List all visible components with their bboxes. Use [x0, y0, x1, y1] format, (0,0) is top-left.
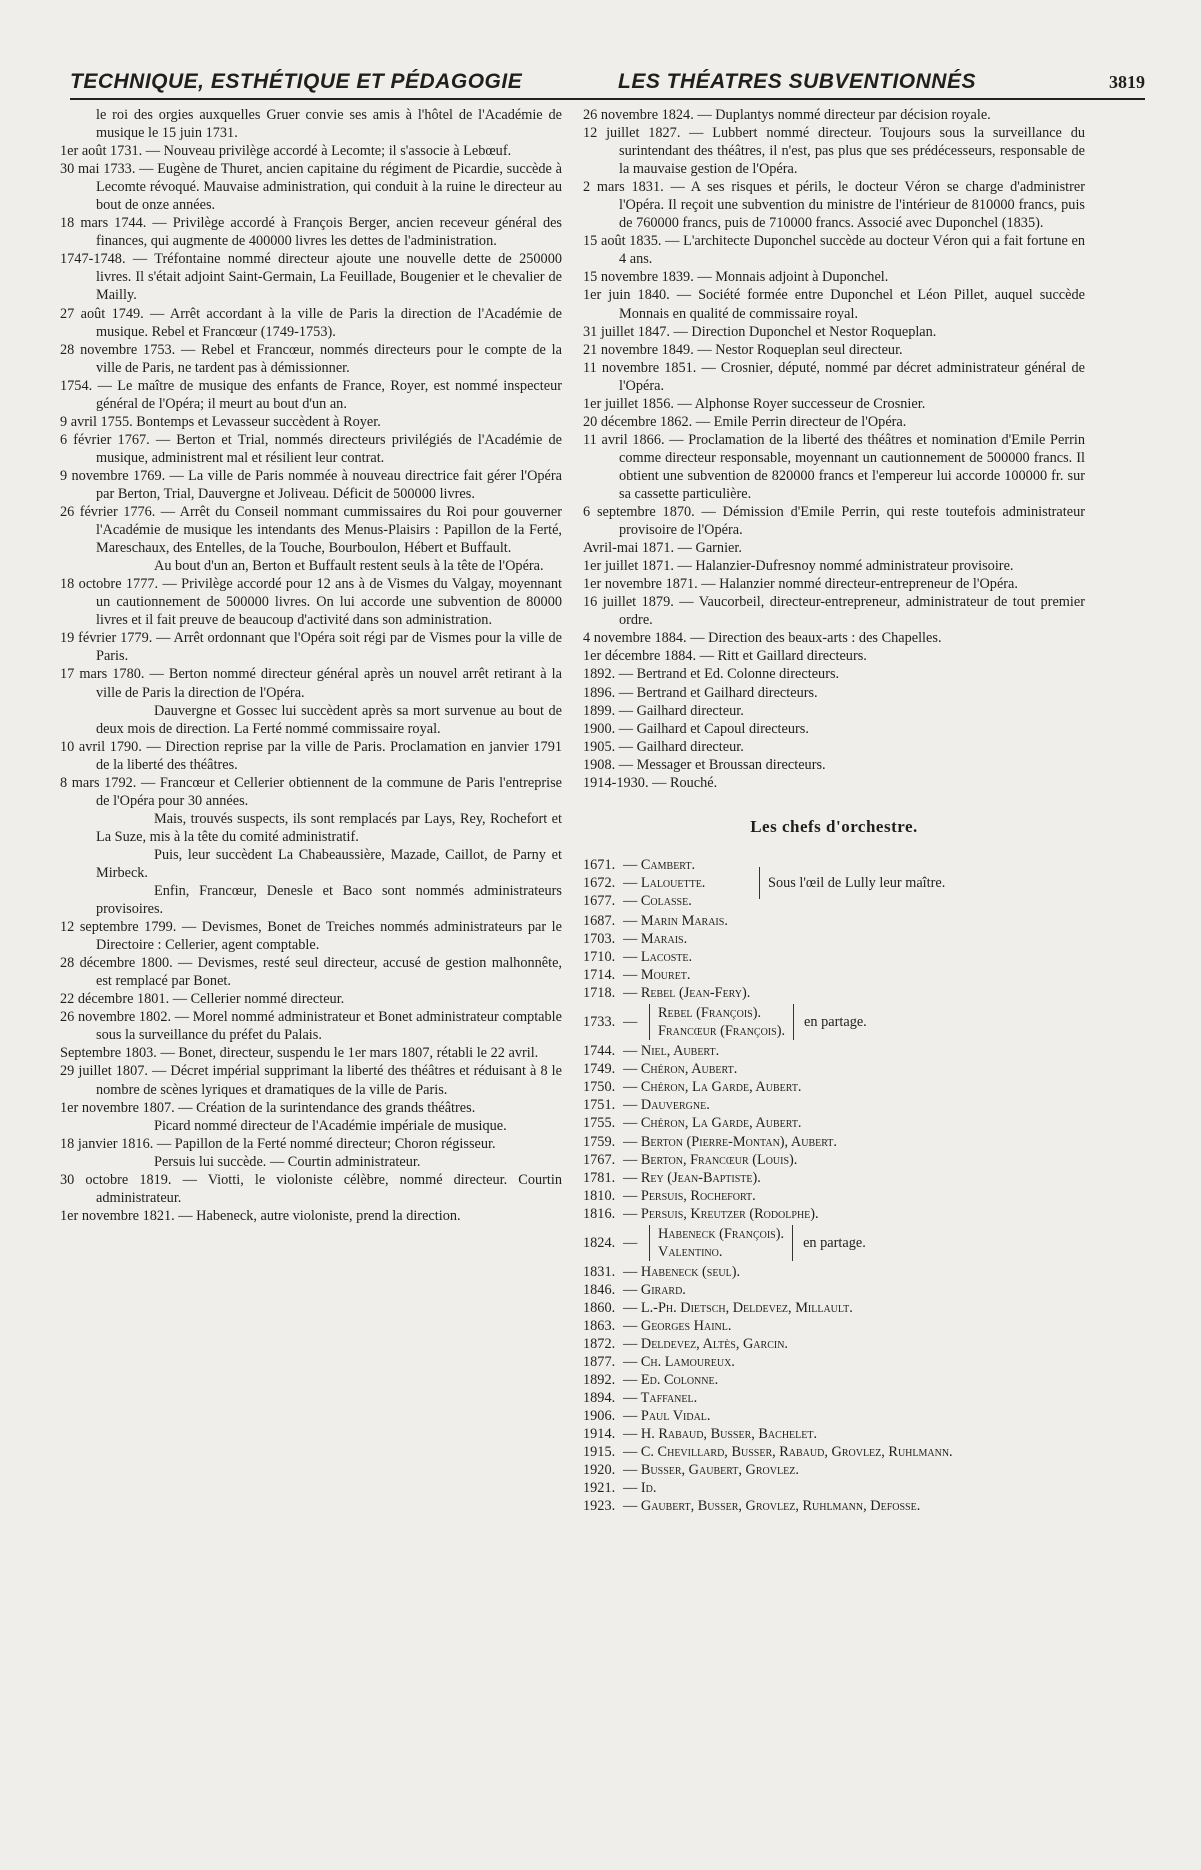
conductor-row: [583, 948, 1085, 966]
conductor-row: [583, 1299, 1085, 1317]
page-number: 3819: [1109, 72, 1145, 92]
chronology-entry: le roi des orgies auxquelles Gruer convie ses amis à l'hôtel de l'Académie de musique le 15 juin 1731.: [96, 107, 562, 142]
conductor-row: [583, 1205, 1085, 1223]
conductor-row: [583, 1317, 1085, 1335]
conductor-name: — Busser, Gaubert, Grovlez.: [623, 1462, 799, 1479]
conductor-group: [583, 856, 1085, 910]
group-note: en partage.: [804, 1014, 867, 1031]
chronology-paragraph: Mais, trouvés suspects, ils sont remplacés par Lays, Rey, Rochefort et La Suze, mis à la tête du comité administratif.: [96, 810, 562, 845]
conductor-year: 1687.: [583, 912, 616, 929]
conductor-row: [583, 1425, 1085, 1443]
conductor-row: [583, 984, 1085, 1002]
conductor-year: 1672.: [583, 874, 616, 891]
conductor-row: [583, 1479, 1085, 1497]
conductor-name: — H. Rabaud, Busser, Bachelet.: [623, 1426, 818, 1443]
chronology-paragraph: Enfin, Francœur, Denesle et Baco sont nommés administrateurs provisoires.: [96, 883, 562, 918]
conductor-year: 1744.: [583, 1043, 616, 1060]
conductor-row: [583, 1187, 1085, 1205]
conductor-row: [583, 1353, 1085, 1371]
chronology-entry: 10 avril 1790. — Direction reprise par la ville de Paris. Proclamation en janvier 1791 de la liberté des théâtres.: [60, 738, 562, 773]
conductor-row: [583, 912, 1085, 930]
chronology-entry: 8 mars 1792. — Francœur et Cellerier obtiennent de la commune de Paris l'entreprise de l'Opéra pour 30 années.: [60, 774, 562, 809]
chronology-entry: 11 novembre 1851. — Crosnier, député, nommé par décret administrateur général de l'Opéra.: [583, 359, 1085, 394]
conductor-year: 1751.: [583, 1097, 616, 1114]
conductor-name: — Rey (Jean-Baptiste).: [623, 1169, 761, 1186]
chronology-paragraph: Au bout d'un an, Berton et Buffault restent seuls à la tête de l'Opéra.: [154, 558, 544, 575]
chronology-entry: 4 novembre 1884. — Direction des beaux-arts : des Chapelles.: [583, 630, 942, 647]
conductor-name: Rebel (François).: [658, 1005, 762, 1022]
conductor-row: [583, 930, 1085, 948]
conductor-year: 1750.: [583, 1079, 616, 1096]
conductor-name: — Paul Vidal.: [623, 1408, 711, 1425]
chronology-entry: 1er août 1731. — Nouveau privilège accordé à Lecomte; il s'associe à Lebœuf.: [60, 143, 512, 160]
conductor-row: [583, 892, 759, 910]
conductor-row: [583, 1169, 1085, 1187]
chronology-entry: 20 décembre 1862. — Emile Perrin directeur de l'Opéra.: [583, 413, 907, 430]
group-note: en partage.: [803, 1234, 866, 1251]
conductor-name: — Colasse.: [623, 892, 692, 909]
conductor-year: 1703.: [583, 931, 616, 948]
chronology-entry: 31 juillet 1847. — Direction Duponchel et Nestor Roqueplan.: [583, 323, 937, 340]
conductor-row: [583, 1461, 1085, 1479]
conductor-name: — C. Chevillard, Busser, Rabaud, Grovlez, Ruhlmann.: [623, 1444, 953, 1461]
chronology-entry: 1914-1930. — Rouché.: [583, 774, 718, 791]
conductor-name: — L.-Ph. Dietsch, Deldevez, Millault.: [623, 1299, 853, 1316]
conductor-name: — Id.: [623, 1480, 657, 1497]
chronology-entry: 1892. — Bertrand et Ed. Colonne directeurs.: [583, 666, 840, 683]
conductor-row: [583, 1042, 1085, 1060]
chronology-entry: 1er novembre 1821. — Habeneck, autre violoniste, prend la direction.: [60, 1207, 461, 1224]
chronology-entry: 21 novembre 1849. — Nestor Roqueplan seul directeur.: [583, 341, 903, 358]
conductor-year: 1863.: [583, 1318, 616, 1334]
conductor-year: 1915.: [583, 1444, 616, 1461]
chronology-entry: 26 novembre 1802. — Morel nommé administrateur et Bonet administrateur comptable sous la surveillance du préfet du Palais.: [60, 1009, 562, 1044]
conductor-year: 1718.: [583, 985, 616, 1002]
conductor-group: [583, 1225, 1085, 1261]
group-dash: —: [623, 1014, 638, 1031]
conductors-list: [583, 856, 1085, 1516]
conductor-name: — Taffanel.: [623, 1390, 698, 1407]
conductor-name: — Georges Hainl.: [623, 1318, 732, 1334]
chronology-entry: 18 mars 1744. — Privilège accordé à François Berger, ancien receveur général des finances, qui augmente de 400000 livres les dettes de l'administration.: [60, 215, 562, 250]
chronology-entry: 1er juillet 1856. — Alphonse Royer successeur de Crosnier.: [583, 395, 926, 412]
conductor-name: — Deldevez, Altès, Garcin.: [623, 1336, 788, 1353]
conductor-year: 1749.: [583, 1061, 616, 1078]
conductor-year: 1892.: [583, 1372, 616, 1389]
conductor-name: — Gaubert, Busser, Grovlez, Ruhlmann, Defosse.: [623, 1498, 921, 1515]
conductor-year: 1923.: [583, 1498, 616, 1515]
conductor-year: 1710.: [583, 949, 616, 966]
conductor-row: [583, 1497, 1085, 1515]
chronology-entry: 18 octobre 1777. — Privilège accordé pour 12 ans à de Vismes du Valgay, moyennant un cautionnement de 500000 livres. On lui accorde une subvention de 80000 livres et il fait preuve de beaucoup d'activité dans son administration.: [60, 576, 562, 629]
chronology-entry: 11 avril 1866. — Proclamation de la liberté des théâtres et nomination d'Emile Perrin comme directeur responsable, moyennant un cautionnement de 500000 francs. Il obtient une subvention de 820000 francs et l'empereur lui accorde 100000 fr. sur sa cassette particulière.: [583, 431, 1085, 502]
chronology-entry: 26 novembre 1824. — Duplantys nommé directeur par décision royale.: [583, 107, 991, 123]
conductor-year: 1733.: [583, 1014, 616, 1031]
conductor-name: — Persuis, Kreutzer (Rodolphe).: [623, 1205, 819, 1222]
chronology-entry: 16 juillet 1879. — Vaucorbeil, directeur-entrepreneur, administrateur de tout premier ordre.: [583, 594, 1085, 629]
conductor-year: 1810.: [583, 1187, 616, 1204]
chronology-entry: Septembre 1803. — Bonet, directeur, suspendu le 1er mars 1807, rétabli le 22 avril.: [60, 1045, 539, 1062]
chronology-entry: 1754. — Le maître de musique des enfants de France, Royer, est nommé inspecteur général de l'Opéra; il meurt au bout d'un an.: [60, 377, 562, 412]
chronology-entry: 26 février 1776. — Arrêt du Conseil nommant cummissaires du Roi pour gouverner l'Académie de musique les intendants des Menus-Plaisirs : Papillon de la Ferté, Mareschaux, des Entelles, de la Touche, Bourboulon, Hébert et Buffault.: [60, 504, 562, 557]
conductor-name: — Marais.: [623, 931, 688, 948]
conductor-name: — Lacoste.: [623, 949, 693, 966]
chronology-entry: 30 mai 1733. — Eugène de Thuret, ancien capitaine du régiment de Picardie, succède à Lecomte révoqué. Mauvaise administration, qui conduit à la ruine le directeur au bout de onze années.: [60, 161, 562, 214]
conductor-name: — Persuis, Rochefort.: [623, 1187, 756, 1204]
group-brace: [759, 867, 760, 899]
conductor-row: [583, 1151, 1085, 1169]
chronology-entry: 18 janvier 1816. — Papillon de la Ferté nommé directeur; Choron régisseur.: [60, 1135, 496, 1152]
chronology-entry: 12 septembre 1799. — Devismes, Bonet de Treiches nommés administrateurs par le Directoire : Cellerier, agent comptable.: [60, 919, 562, 954]
conductor-row: [583, 1371, 1085, 1389]
chronology-entry: 1900. — Gailhard et Capoul directeurs.: [583, 720, 809, 737]
chronology-paragraph: Picard nommé directeur de l'Académie impériale de musique.: [154, 1117, 507, 1134]
conductor-row: [583, 1443, 1085, 1461]
conductor-name: — Berton, Francœur (Louis).: [623, 1151, 798, 1168]
conductor-year: 1714.: [583, 967, 616, 984]
conductor-name: — Berton (Pierre-Montan), Aubert.: [623, 1133, 837, 1150]
conductor-year: 1781.: [583, 1169, 616, 1186]
group-dash: —: [623, 1234, 638, 1251]
conductor-year: 1860.: [583, 1299, 616, 1316]
conductor-year: 1767.: [583, 1151, 616, 1168]
chronology-entry: 12 juillet 1827. — Lubbert nommé directeur. Toujours sous la surveillance du surintendant des théâtres, il n'est, pas plus que ses prédécesseurs, responsable de la mauvaise gestion de l'Opéra.: [583, 125, 1085, 178]
chronology-entry: 1er novembre 1807. — Création de la surintendance des grands théâtres.: [60, 1099, 476, 1116]
conductor-year: 1831.: [583, 1263, 616, 1280]
chronology-entry: 29 juillet 1807. — Décret impérial supprimant la liberté des théâtres et réduisant à 8 le nombre de scènes lyriques et dramatiques de la ville de Paris.: [60, 1063, 562, 1098]
chronology-entry: 1899. — Gailhard directeur.: [583, 702, 744, 719]
conductor-group: [583, 1004, 1085, 1040]
conductor-name: — Lalouette.: [623, 874, 706, 891]
conductor-name: — Ch. Lamoureux.: [623, 1354, 735, 1371]
conductor-year: 1877.: [583, 1354, 616, 1371]
chronology-entry: 1896. — Bertrand et Gailhard directeurs.: [583, 684, 818, 701]
chronology-entry: 9 avril 1755. Bontemps et Levasseur succèdent à Royer.: [60, 413, 381, 430]
conductor-name: — Mouret.: [623, 967, 691, 984]
conductor-row: [583, 1060, 1085, 1078]
conductor-name: — Ed. Colonne.: [623, 1372, 719, 1389]
page-header: [70, 68, 1145, 100]
group-note: Sous l'œil de Lully leur maître.: [768, 874, 946, 891]
chronology-entry: 28 novembre 1753. — Rebel et Francœur, nommés directeurs pour le compte de la ville de Paris, ne tardent pas à démissionner.: [60, 341, 562, 376]
chronology-paragraph: Persuis lui succède. — Courtin administrateur.: [154, 1153, 421, 1170]
conductor-row: [583, 856, 759, 874]
chronology-entry: 6 février 1767. — Berton et Trial, nommés directeurs privilégiés de l'Académie de musique, administrent mal et résilient leur contrat.: [60, 431, 562, 466]
conductor-name: Habeneck (François).: [658, 1225, 785, 1242]
conductor-year: 1906.: [583, 1408, 616, 1425]
group-names: [649, 1225, 793, 1261]
conductor-name: — Marin Marais.: [623, 912, 728, 929]
conductor-row: [583, 1389, 1085, 1407]
chronology-entry: 28 décembre 1800. — Devismes, resté seul directeur, accusé de gestion malhonnête, est remplacé par Bonet.: [60, 955, 562, 990]
chronology-entry: 1er juin 1840. — Société formée entre Duponchel et Léon Pillet, auquel succède Monnais en qualité de commissaire royal.: [583, 287, 1085, 322]
conductor-name: — Girard.: [623, 1281, 686, 1298]
chronology-entry: 6 septembre 1870. — Démission d'Emile Perrin, qui reste toutefois administrateur provisoire de l'Opéra.: [583, 504, 1085, 539]
chronology-entry: 30 octobre 1819. — Viotti, le violoniste célèbre, nommé directeur. Courtin administrateur.: [60, 1171, 562, 1206]
chronology-entry: 9 novembre 1769. — La ville de Paris nommée à nouveau directrice fait gérer l'Opéra par Berton, Trial, Dauvergne et Joliveau. Déficit de 500000 livres.: [60, 467, 562, 502]
chronology-entry: 15 novembre 1839. — Monnais adjoint à Duponchel.: [583, 269, 889, 286]
conductor-row: [583, 966, 1085, 984]
section-title: Les chefs d'orchestre.: [750, 816, 918, 836]
conductor-row: [583, 1407, 1085, 1425]
conductor-row: [583, 1114, 1085, 1132]
chronology-entry: 17 mars 1780. — Berton nommé directeur général après un nouvel arrêt retirant à la ville de Paris la direction de l'Opéra.: [60, 666, 562, 701]
conductor-name: — Chéron, La Garde, Aubert.: [623, 1079, 802, 1096]
conductor-year: 1759.: [583, 1133, 616, 1150]
conductor-year: 1921.: [583, 1480, 616, 1497]
conductor-year: 1824.: [583, 1234, 616, 1251]
chronology-entry: Avril-mai 1871. — Garnier.: [583, 540, 742, 557]
conductor-name: — Chéron, Aubert.: [623, 1061, 738, 1078]
group-names: [649, 1004, 794, 1040]
chronology-entry: 2 mars 1831. — A ses risques et périls, le docteur Véron se charge d'administrer l'Opéra. Il reçoit une subvention du ministre de l'intérieur de 810000 francs, puis de 760000 francs, puis de 710000 francs. Associé avec Duponchel (1835).: [583, 179, 1085, 232]
running-head-left: TECHNIQUE, ESTHÉTIQUE ET PÉDAGOGIE: [70, 70, 523, 93]
conductor-name: Francœur (François).: [658, 1023, 786, 1040]
conductor-name: — Habeneck (seul).: [623, 1263, 741, 1280]
chronology-entry: 1er décembre 1884. — Ritt et Gaillard directeurs.: [583, 648, 867, 665]
conductor-year: 1920.: [583, 1462, 616, 1479]
conductor-name: — Rebel (Jean-Fery).: [623, 985, 751, 1002]
conductor-name: Valentino.: [658, 1243, 723, 1260]
chronology-entry: 1er juillet 1871. — Halanzier-Dufresnoy nommé administrateur provisoire.: [583, 558, 1014, 575]
chronology-entry: 1908. — Messager et Broussan directeurs.: [583, 756, 826, 773]
conductor-row: [583, 1335, 1085, 1353]
chronology-entry: 22 décembre 1801. — Cellerier nommé directeur.: [60, 991, 345, 1008]
running-head-right: LES THÉATRES SUBVENTIONNÉS: [618, 70, 976, 93]
conductor-name: — Cambert.: [623, 856, 696, 873]
conductor-row: [583, 1263, 1085, 1281]
conductor-year: 1816.: [583, 1205, 616, 1222]
conductor-row: [583, 1096, 1085, 1114]
right-column: [583, 106, 1085, 1516]
chronology-entry: 1er novembre 1871. — Halanzier nommé directeur-entrepreneur de l'Opéra.: [583, 576, 1018, 593]
conductor-year: 1846.: [583, 1281, 616, 1298]
chronology-paragraph: Puis, leur succèdent La Chabeaussière, Mazade, Caillot, de Parny et Mirbeck.: [96, 846, 562, 881]
left-column: [60, 106, 562, 1225]
conductor-name: — Chéron, La Garde, Aubert.: [623, 1115, 802, 1132]
conductor-year: 1755.: [583, 1115, 616, 1132]
conductor-year: 1894.: [583, 1390, 616, 1407]
conductor-row: [583, 1133, 1085, 1151]
chronology-entry: 15 août 1835. — L'architecte Duponchel succède au docteur Véron qui a fait fortune en 4 ans.: [583, 233, 1085, 268]
conductor-year: 1671.: [583, 856, 616, 873]
conductor-row: [583, 874, 759, 892]
conductor-year: 1914.: [583, 1426, 616, 1443]
conductor-year: 1677.: [583, 892, 616, 909]
conductor-row: [583, 1281, 1085, 1299]
chronology-entry: 27 août 1749. — Arrêt accordant à la ville de Paris la direction de l'Académie de musique. Rebel et Francœur (1749-1753).: [60, 305, 562, 340]
chronology-entry: 19 février 1779. — Arrêt ordonnant que l'Opéra soit régi par de Vismes pour la ville de Paris.: [60, 630, 562, 665]
conductor-name: — Dauvergne.: [623, 1097, 710, 1114]
conductor-name: — Niel, Aubert.: [623, 1043, 720, 1060]
chronology-entry: 1747-1748. — Tréfontaine nommé directeur ajoute une nouvelle dette de 250000 livres. Il s'était adjoint Saint-Germain, La Feuillade, Bougenier et le chevalier de Mailly.: [60, 251, 562, 304]
chronology-entry: 1905. — Gailhard directeur.: [583, 738, 744, 755]
chronology-paragraph: Dauvergne et Gossec lui succèdent après sa mort survenue au bout de deux mois de direction. La Ferté nommé commissaire royal.: [96, 702, 562, 737]
conductor-row: [583, 1078, 1085, 1096]
conductor-year: 1872.: [583, 1336, 616, 1353]
